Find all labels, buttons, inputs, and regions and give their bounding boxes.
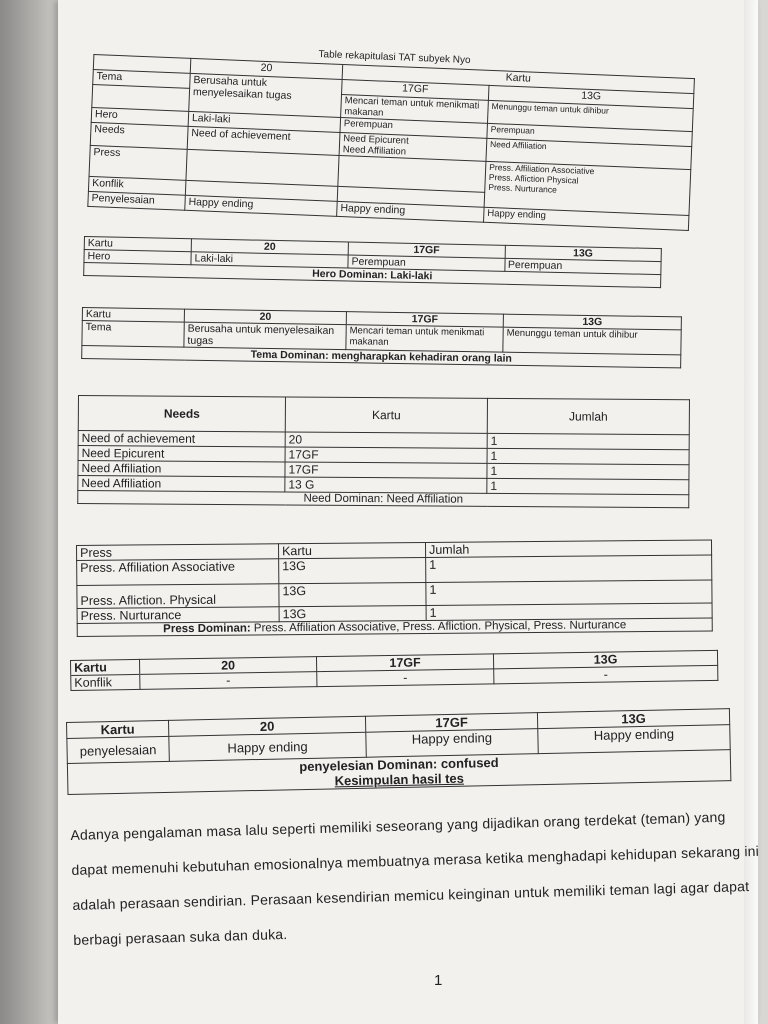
konflik-table bbox=[70, 650, 718, 691]
press-table bbox=[76, 539, 713, 637]
press-name: Press. Nurturance bbox=[77, 607, 279, 624]
row-label: Penyelesaian bbox=[88, 191, 186, 210]
cell: Happy ending bbox=[538, 725, 730, 754]
need-card: 20 bbox=[285, 432, 487, 448]
penyelesaian-table bbox=[66, 708, 731, 795]
cell: Mencari teman untuk menikmati makanan bbox=[346, 325, 503, 352]
dominant-row: Need Dominan: Need Affiliation bbox=[78, 491, 689, 508]
press-name: Press. Afliction. Physical bbox=[77, 584, 279, 609]
cell: Perempuan bbox=[487, 123, 692, 146]
cell: Mencari teman untuk menikmati makanan bbox=[341, 94, 489, 123]
conclusion-paragraph: Adanya pengalaman masa lalu seperti memiliki seseorang yang dijadikan orang terdekat (teman) yang dapat memenuhi kebutuhan emosionalnya membuatnya merasa ketika menghadapi kehidupan sekarang ini adalah perasaan sendirian. Perasaan kesendirian memicu keinginan untuk memiliki teman lagi agar dapat berbagi perasaan suka dan duka. bbox=[70, 808, 760, 948]
card-13g-header: 13G bbox=[503, 314, 681, 330]
press-header: Press bbox=[77, 544, 279, 561]
row-label: Hero bbox=[91, 107, 189, 126]
conclusion-title: Kesimpulan hasil tes bbox=[68, 765, 731, 794]
kartu-label: Kartu bbox=[82, 308, 184, 323]
cell: Perempuan bbox=[340, 117, 487, 138]
card-20-header: 20 bbox=[191, 239, 348, 255]
page-number: 1 bbox=[434, 972, 443, 989]
cell: - bbox=[140, 672, 317, 690]
cell: Happy ending bbox=[169, 732, 366, 761]
dominant-label: Press Dominan: bbox=[163, 622, 251, 636]
press-card: 13G bbox=[279, 582, 426, 606]
kartu-label: Kartu bbox=[67, 720, 169, 738]
press-card: 13G bbox=[279, 557, 426, 583]
document-page bbox=[58, 0, 758, 1024]
cell: - bbox=[494, 665, 718, 684]
cell: - bbox=[317, 669, 494, 687]
need-name: Need Affiliation bbox=[78, 476, 285, 492]
card-20-header: 20 bbox=[190, 58, 342, 79]
jumlah-header: Jumlah bbox=[425, 540, 711, 557]
cell: Happy ending bbox=[185, 195, 337, 216]
card-17gf-header: 17GF bbox=[348, 242, 505, 258]
cell: Berusaha untuk menyelesaikan tugas bbox=[189, 73, 342, 117]
row-label: Hero bbox=[84, 250, 191, 265]
row-label: Press bbox=[89, 145, 187, 180]
press-count: 1 bbox=[426, 580, 712, 605]
row-label: Konflik bbox=[71, 674, 140, 690]
card-17gf-header: 17GF bbox=[346, 312, 503, 327]
jumlah-header: Jumlah bbox=[487, 398, 689, 434]
press-count: 1 bbox=[426, 603, 712, 620]
card-20-header: 20 bbox=[168, 716, 365, 736]
cell: Happy ending bbox=[483, 207, 688, 230]
need-count: 1 bbox=[487, 463, 689, 479]
dominant-row: penyelesian Dominan: confused bbox=[67, 750, 730, 779]
cell: Menunggu teman untuk dihibur bbox=[503, 327, 681, 355]
cell: Laki-laki bbox=[188, 111, 340, 132]
row-label: Needs bbox=[90, 122, 188, 149]
dominant-row: Tema Dominan: mengharapkan kehadiran orang lain bbox=[82, 346, 681, 368]
need-card: 13 G bbox=[285, 477, 487, 493]
cell: Berusaha untuk menyelesaikan tugas bbox=[184, 322, 346, 350]
dominant-row: Hero Dominan: Laki-laki bbox=[84, 263, 661, 288]
row-label: Tema bbox=[82, 321, 184, 348]
card-13g-header: 13G bbox=[488, 85, 693, 108]
cell: Perempuan bbox=[504, 258, 661, 274]
row-label: Konflik bbox=[88, 176, 186, 195]
cell: Need Affiliation bbox=[486, 138, 692, 169]
card-20-header: 20 bbox=[139, 657, 316, 675]
kartu-header: Kartu bbox=[285, 397, 487, 433]
need-count: 1 bbox=[487, 478, 689, 494]
tema-table bbox=[81, 307, 682, 368]
cell: Press. Affiliation Associative Press. Afliction Physical Press. Nurturance bbox=[484, 161, 691, 215]
recap-title: Table rekapitulasi TAT subyek Nyo bbox=[318, 49, 471, 67]
card-13g-header: 13G bbox=[493, 650, 717, 669]
hero-table bbox=[83, 236, 662, 288]
card-13g-header: 13G bbox=[505, 245, 662, 261]
kartu-label: Kartu bbox=[71, 659, 140, 675]
kartu-label: Kartu bbox=[84, 237, 191, 252]
cell: Menunggu teman untuk dihibur bbox=[487, 100, 693, 131]
cell: Laki-laki bbox=[191, 252, 348, 268]
need-name: Need of achievement bbox=[78, 431, 285, 447]
cell: Need of achievement bbox=[187, 126, 340, 155]
cell: Need Epicurent Need Affiliation bbox=[339, 132, 487, 161]
row-label: penyelesaian bbox=[67, 736, 170, 763]
needs-table bbox=[77, 395, 690, 508]
cell: Perempuan bbox=[348, 255, 505, 271]
card-20-header: 20 bbox=[184, 309, 346, 325]
need-name: Need Affiliation bbox=[78, 461, 285, 477]
card-17gf-header: 17GF bbox=[365, 713, 537, 733]
need-name: Need Epicurent bbox=[78, 446, 285, 462]
cell: Happy ending bbox=[366, 729, 538, 758]
kartu-header: Kartu bbox=[342, 65, 694, 94]
kartu-header: Kartu bbox=[278, 542, 425, 558]
card-13g-header: 13G bbox=[537, 709, 729, 729]
press-card: 13G bbox=[279, 605, 426, 621]
dominant-value: Press. Affiliation Associative, Press. Afliction. Physical, Press. Nurturance bbox=[253, 619, 627, 635]
needs-header: Needs bbox=[78, 396, 285, 432]
need-card: 17GF bbox=[285, 447, 487, 463]
press-name: Press. Affiliation Associative bbox=[77, 559, 279, 586]
need-count: 1 bbox=[487, 448, 689, 464]
need-count: 1 bbox=[487, 433, 689, 449]
card-17gf-header: 17GF bbox=[316, 654, 493, 672]
cell: Happy ending bbox=[337, 201, 484, 222]
press-count: 1 bbox=[426, 555, 712, 582]
recap-table bbox=[87, 40, 695, 231]
need-card: 17GF bbox=[285, 462, 487, 478]
card-17gf-header: 17GF bbox=[342, 79, 489, 100]
row-label: Tema bbox=[93, 69, 191, 88]
